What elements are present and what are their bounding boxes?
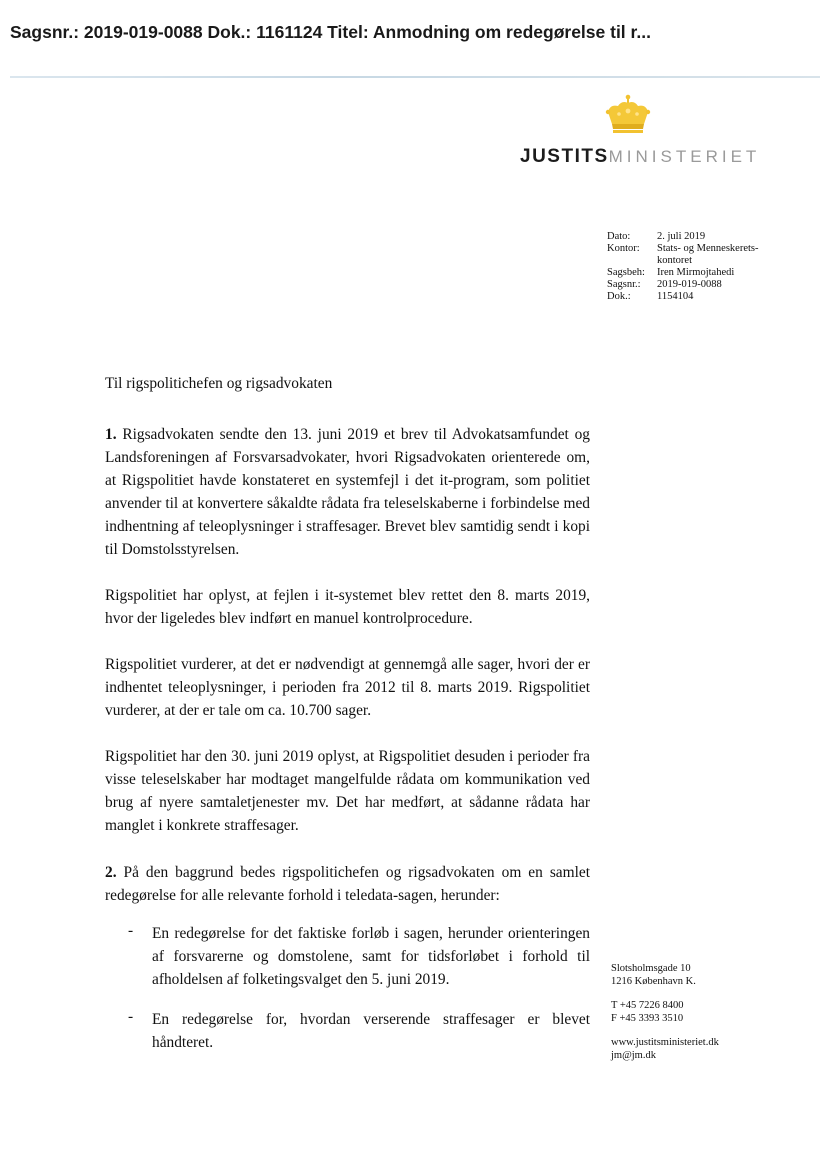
crown-logo-icon xyxy=(602,94,654,136)
ministry-logo xyxy=(520,146,760,168)
paragraph-2: Rigspolitiet har oplyst, at fejlen i it-systemet blev rettet den 8. marts 2019, hvor der ligeledes blev indført en manuel kontrolprocedure. xyxy=(105,587,590,627)
website-link[interactable]: www.justitsministeriet.dk xyxy=(611,1037,719,1048)
paragraph-number: 2. xyxy=(105,864,117,881)
footer-web xyxy=(611,1037,719,1062)
bullet-marker: - xyxy=(128,1008,134,1025)
logo-bold-text: JUSTITS xyxy=(520,146,609,167)
meta-value: 2019-019-0088 xyxy=(657,279,722,290)
footer-address xyxy=(611,963,696,988)
paragraph-3: Rigspolitiet vurderer, at det er nødvendigt at gennemgå alle sager, hvori der er indhentet teleoplysninger, i perioden fra 2012 til 8. marts 2019. Rigspolitiet vurderer, at der er tale om ca. 10.700 sager. xyxy=(105,656,590,719)
logo-light-text: MINISTERIET xyxy=(608,147,761,166)
bullet-item-2: En redegørelse for, hvordan verserende straffesager er blevet håndteret. xyxy=(152,1011,590,1051)
meta-key: Dato: xyxy=(607,231,631,242)
meta-key: Dok.: xyxy=(607,291,631,302)
paragraph-text: Rigsadvokaten sendte den 13. juni 2019 et brev til Advokatsamfundet og Landsforeningen af Forsvarsadvokater, hvori Rigsadvokaten orienterede om, at Rigspolitiet havde konstateret en systemfejl i det it-program, som politiet anvender til at konvertere såkaldte rådata fra teleselskaberne i forbindelse med indhentning af teleoplysninger i straffesager. Brevet blev samtidig sendt i kopi til Domstolsstyrelsen. xyxy=(105,426,590,558)
fax-number: F +45 3393 3510 xyxy=(611,1012,684,1024)
email-link[interactable]: jm@jm.dk xyxy=(611,1049,656,1061)
meta-value: Stats- og Menneskerets- xyxy=(657,243,759,254)
meta-key: Kontor: xyxy=(607,243,640,254)
address-street: Slotsholmsgade 10 xyxy=(611,963,691,974)
meta-value: 2. juli 2019 xyxy=(657,231,706,242)
phone-number: T +45 7226 8400 xyxy=(611,1000,684,1011)
bullet-item-1: En redegørelse for det faktiske forløb i sagen, herunder orienteringen af forsvarerne og domstolene, samt for tidsforløbet i forhold til afholdelsen af folketingsvalget den 5. juni 2019. xyxy=(152,925,590,988)
salutation: Til rigspolitichefen og rigsadvokaten xyxy=(105,375,333,392)
paragraph-4: Rigspolitiet har den 30. juni 2019 oplyst, at Rigspolitiet desuden i perioder fra visse teleselskaber har modtaget mangelfulde rådata om kommunikation ved brug af nyere samtaletjenester mv. Det har medført, at sådanne rådata har manglet i konkrete straffesager. xyxy=(105,748,590,834)
footer-contact xyxy=(611,1000,684,1025)
address-city: 1216 København K. xyxy=(611,975,696,987)
paragraph-1 xyxy=(105,423,590,561)
paragraph-text: På den baggrund bedes rigspolitichefen og rigsadvokaten om en samlet redegørelse for alle relevante forhold i teledata-sagen, herunder: xyxy=(105,864,590,904)
paragraph-5 xyxy=(105,861,590,907)
paragraph-number: 1. xyxy=(105,426,117,443)
meta-value: Iren Mirmojtahedi xyxy=(657,267,735,278)
meta-key xyxy=(607,255,657,267)
meta-key: Sagsbeh: xyxy=(607,267,645,278)
meta-key: Sagsnr.: xyxy=(607,279,641,290)
meta-value: 1154104 xyxy=(657,291,694,302)
header-divider xyxy=(10,76,820,78)
document-metadata xyxy=(607,231,772,303)
document-title: Sagsnr.: 2019-019-0088 Dok.: 1161124 Titel: Anmodning om redegørelse til r... xyxy=(10,22,651,42)
bullet-marker: - xyxy=(128,922,134,939)
meta-value: kontoret xyxy=(657,255,692,266)
